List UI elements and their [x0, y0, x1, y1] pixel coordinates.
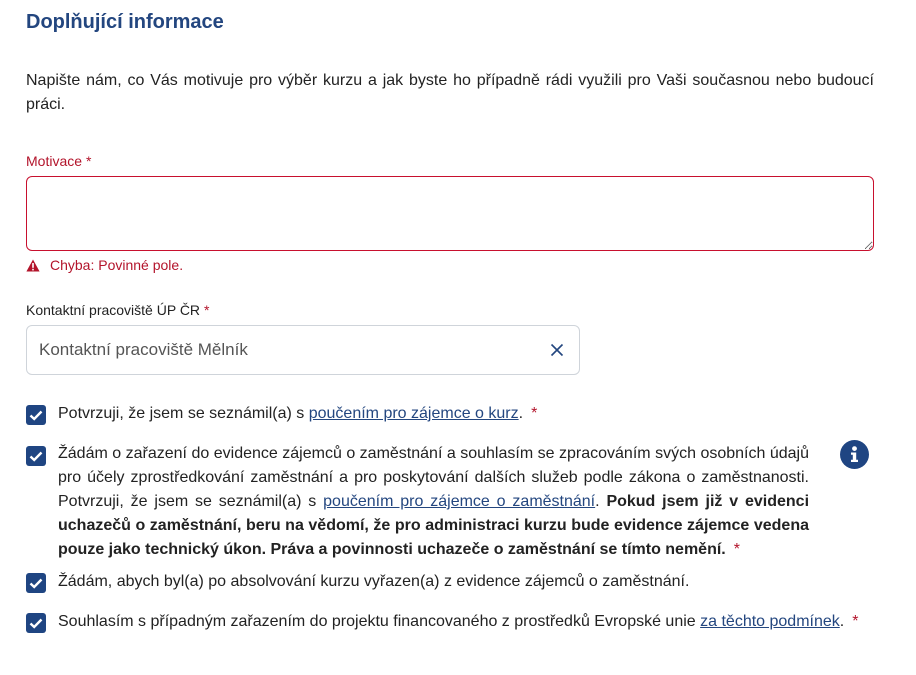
required-mark: *: [204, 302, 210, 318]
consent-text-deregistration: [58, 570, 689, 594]
consent-bold-note: Pokud jsem již v evidenci uchazečů o zaměstnání, beru na vědomí, že pro administraci kurzu bude evidence zájemce vedena pouze jako technický úkon. Práva a povinnosti uchazeče o zaměstnání se tímto nemění.: [58, 493, 810, 558]
checkmark-icon: [29, 618, 43, 629]
employment-info-link[interactable]: poučením pro zájemce o zaměstnání: [323, 493, 596, 510]
consent-text-registration: [58, 442, 809, 562]
motivation-textarea[interactable]: [26, 176, 874, 251]
consent-text-end: .: [518, 405, 524, 422]
info-circle-icon[interactable]: [840, 440, 869, 469]
consent-text: Souhlasím s případným zařazením do projektu financovaného z prostředků Evropské unie: [58, 613, 701, 630]
section-title: Doplňující informace: [26, 11, 224, 33]
motivation-label: [26, 153, 91, 169]
consent-checkbox-registration[interactable]: [26, 446, 46, 466]
consent-text-course-info: [58, 402, 537, 426]
motivation-error-text: Chyba: Povinné pole.: [50, 257, 184, 273]
workplace-label-text: Kontaktní pracoviště ÚP ČR: [26, 302, 201, 318]
consent-text: Žádám, abych byl(a) po absolvování kurzu vyřazen(a) z evidence zájemců o zaměstnání.: [58, 573, 690, 590]
section-intro: Napište nám, co Vás motivuje pro výběr kurzu a jak byste ho případně rádi využili pro Vaši současnou nebo budoucí práci.: [26, 72, 874, 113]
workplace-selected-value: Kontaktní pracoviště Mělník: [39, 340, 248, 359]
motivation-label-text: Motivace: [26, 153, 83, 169]
checkmark-icon: [29, 410, 43, 421]
required-mark: *: [86, 153, 92, 169]
warning-icon: [26, 259, 40, 272]
consent-text-end: .: [839, 613, 845, 630]
required-mark: *: [733, 541, 740, 558]
clear-icon[interactable]: [547, 340, 567, 360]
consent-text: Potvrzuji, že jsem se seznámil(a) s: [58, 405, 309, 422]
workplace-label: [26, 302, 210, 318]
required-mark: *: [531, 405, 538, 422]
eu-conditions-link[interactable]: za těchto podmínek: [700, 613, 840, 630]
consent-text-separator: .: [595, 493, 607, 510]
checkmark-icon: [29, 578, 43, 589]
consent-checkbox-deregistration[interactable]: [26, 573, 46, 593]
consent-text-eu-project: [58, 610, 858, 634]
consent-checkbox-eu-project[interactable]: [26, 613, 46, 633]
workplace-select[interactable]: [26, 325, 580, 375]
consent-checkbox-course-info[interactable]: [26, 405, 46, 425]
course-info-link[interactable]: poučením pro zájemce o kurz: [308, 405, 519, 422]
required-mark: *: [852, 613, 859, 630]
checkmark-icon: [29, 451, 43, 462]
motivation-error: [26, 257, 183, 273]
consent-text: Žádám o zařazení do evidence zájemců o zaměstnání a souhlasím se zpracováním svých osobních údajů pro účely zprostředkování zaměstnání a pro poskytování dalších služeb podle zákona o zaměstnanosti. Potvrzuji, že jsem se seznámil(a) s: [58, 445, 809, 510]
